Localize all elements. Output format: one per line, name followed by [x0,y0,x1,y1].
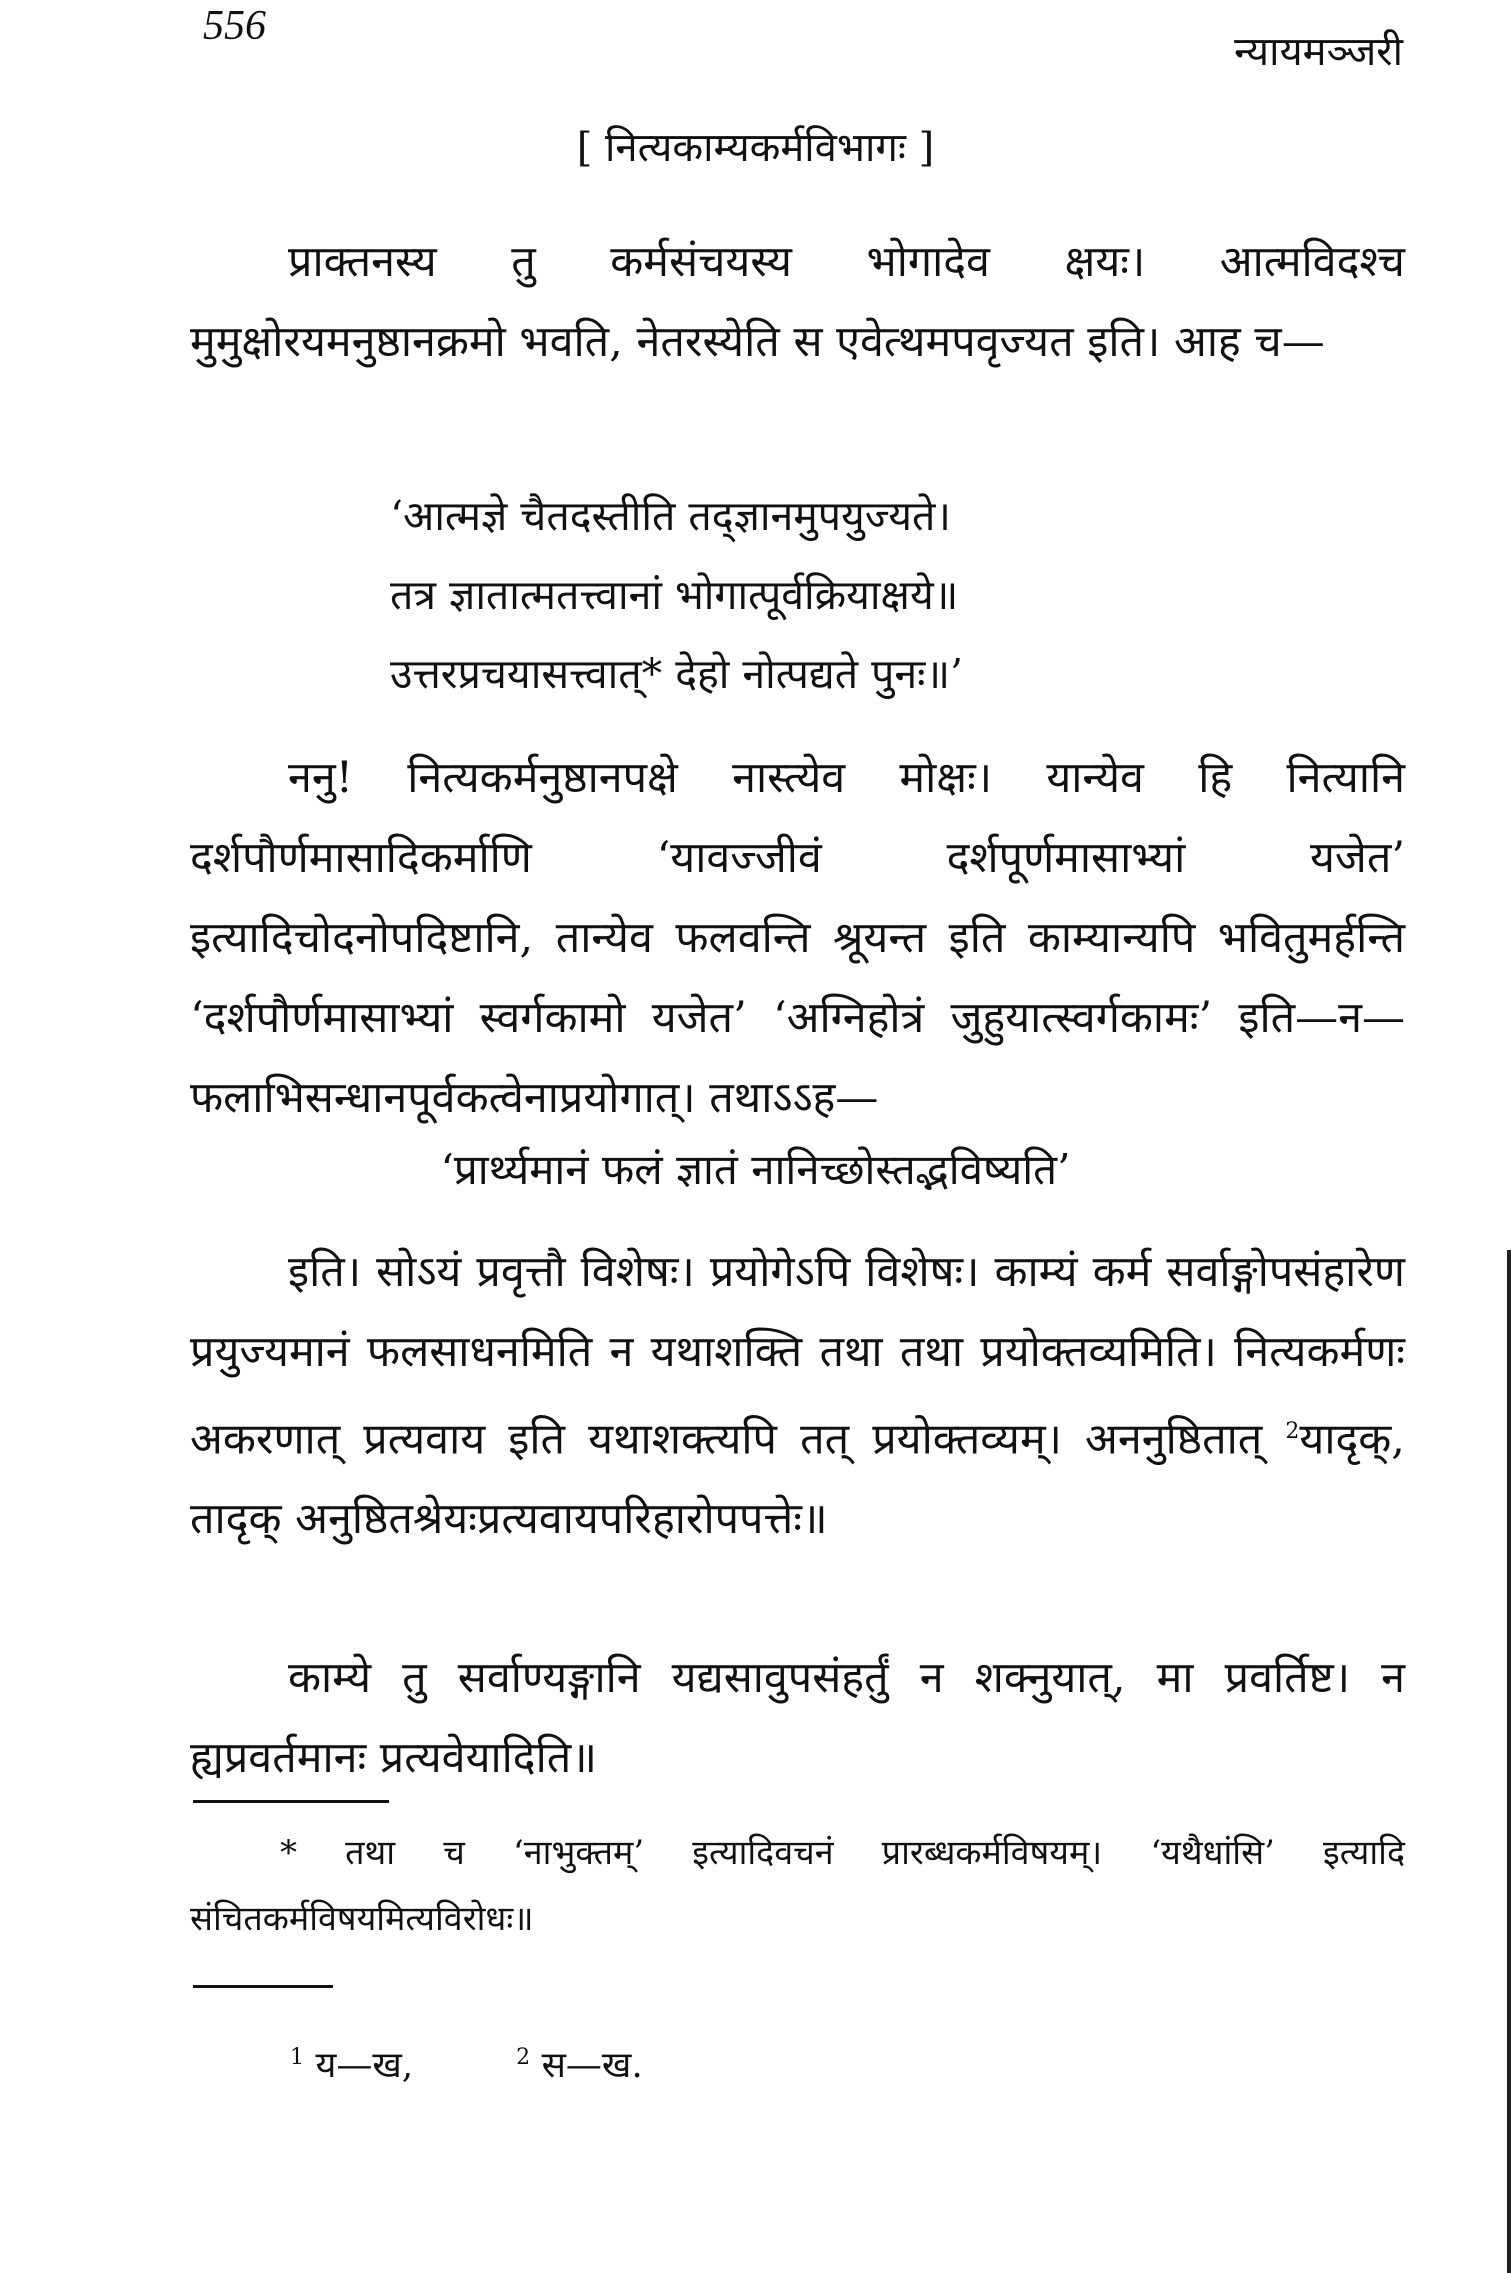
verse-line-2: तत्र ज्ञातात्मतत्त्वानां भोगात्पूर्वक्रियाक्षये॥ [390,571,959,619]
paragraph-3-part-b: यादृक्, तादृक् अनुष्ठितश्रेयःप्रत्यवायपरिहारोपपत्तेः॥ [190,1414,1405,1545]
paragraph-4: काम्ये तु सर्वाण्यङ्गानि यद्यसावुपसंहर्तुं न शक्नुयात्, मा प्रवर्तिष्ट। न ह्यप्रवर्तमानः प्रत्यवेयादिति॥ [190,1653,1405,1783]
paragraph-3 [190,1232,1405,1559]
footnote-star-text: * तथा च ‘नाभुक्तम्’ इत्यादिवचनं प्रारब्धकर्मविषयम्। ‘यथैधांसि’ इत्यादि संचितकर्मविषयमित्यविरोधः॥ [190,1833,1405,1939]
footnote-ref-2: 2 [1285,1419,1300,1444]
variant-reading-2: स—ख. [541,2045,643,2086]
variants-divider [193,1985,333,1988]
paragraph-1: प्राक्तनस्य तु कर्मसंचयस्य भोगादेव क्षयः। आत्मविदश्च मुमुक्षोरयमनुष्ठानक्रमो भवति, नेतरस्येति स एवेत्थमपवृज्यत इति। आह च— [190,237,1405,367]
verse-line-3: उत्तरप्रचयासत्त्वात्* देहो नोत्पद्यते पुनः॥’ [390,650,964,698]
paragraph-2: ननु! नित्यकर्मनुष्ठानपक्षे नास्त्येव मोक्षः। यान्येव हि नित्यानि दर्शपौर्णमासादिकर्माणि ‘यावज्जीवं दर्शपूर्णमासाभ्यां यजेत’ इत्यादिचोदनोपदिष्टानि, तान्येव फलवन्ति श्रूयन्त इति काम्यान्यपि भवितुमर्हन्ति ‘दर्शपौर्णमासाभ्यां स्वर्गकामो यजेत’ ‘अग्निहोत्रं जुहुयात्स्वर्गकामः’ इति—न—फलाभिसन्धानपूर्वकत्वेनाप्रयोगात्। तथाऽऽह— [190,753,1405,1123]
variant-number-1: 1 [290,2045,304,2070]
paragraph-3-part-a: इति। सोऽयं प्रवृत्तौ विशेषः। प्रयोगेऽपि विशेषः। काम्यं कर्म सर्वाङ्गोपसंहारेण प्रयुज्यमानं फलसाधनमिति न यथाशक्ति तथा तथा प्रयोक्तव्यमिति। नित्यकर्मणः अकरणात् प्रत्यवाय इति यथाशक्त्यपि तत् प्रयोक्तव्यम्। अननुष्ठितात् [190,1247,1405,1465]
running-title: न्यायमञ्जरी [1234,29,1403,75]
scan-edge [1507,1250,1511,2273]
variant-readings [290,2025,990,2099]
variant-reading-1: य—ख, [315,2045,414,2086]
verse-line-1: ‘आत्मज्ञे चैतदस्तीति तद्ज्ञानमुपयुज्यते। [390,492,951,540]
page-number: 556 [203,3,266,49]
verse-block [390,477,1390,714]
footnote-divider [193,1800,389,1803]
variant-number-2: 2 [516,2045,531,2070]
section-title: [ नित्यकाम्यकर्मविभागः ] [576,125,935,171]
footnote-star [190,1820,1405,1952]
quote-line: ‘प्रार्थ्यमानं फलं ज्ञातं नानिच्छोस्तद्भविष्यति’ [440,1145,1071,1194]
